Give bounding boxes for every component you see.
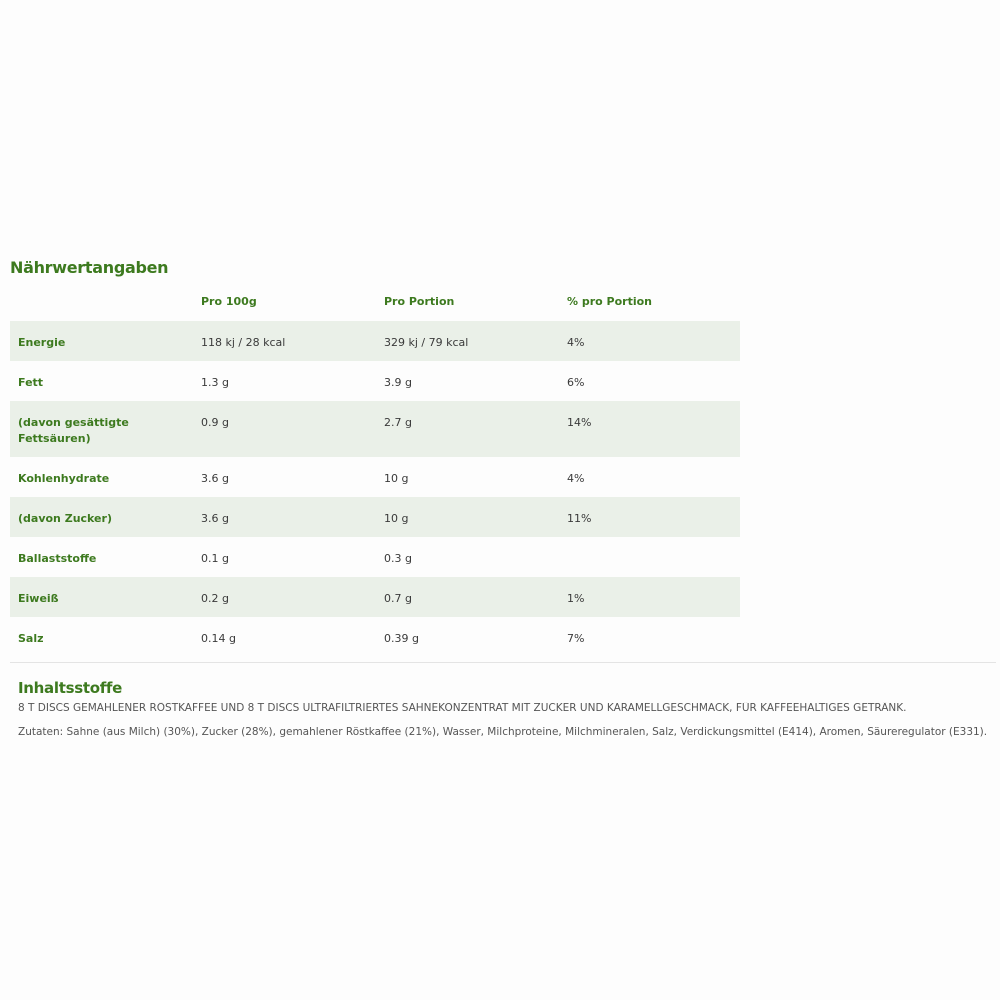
cell-pct-portion: 14% (559, 401, 740, 457)
cell-per-100g: 0.1 g (201, 552, 229, 565)
row-label: (davon gesättigte Fettsäuren) (10, 401, 193, 457)
cell-per-portion: 0.7 g (376, 577, 559, 617)
ingredients-description: 8 T DISCS GEMAHLENER RÖSTKAFFEE UND 8 T DISCS ULTRAFILTRIERTES SAHNEKONZENTRAT MIT ZUCKER UND KARAMELLGESCHMACK, FÜR KAFFEEHALTIGES GETRÄNK. (18, 702, 907, 714)
cell-per-100g: 0.2 g (193, 577, 376, 617)
table-row (10, 497, 740, 537)
cell-pct-portion: 4% (567, 472, 585, 485)
table-row (10, 457, 740, 497)
table-row (10, 361, 740, 401)
column-header-label (10, 281, 193, 321)
row-label: (davon Zucker) (10, 497, 193, 537)
cell-pct-portion (559, 537, 740, 577)
cell-per-portion: 329 kj / 79 kcal (376, 321, 559, 361)
table-header-row (10, 281, 740, 321)
row-label: Salz (18, 632, 44, 645)
table-row (10, 321, 740, 361)
cell-pct-portion: 7% (567, 632, 585, 645)
column-header-pct-portion: % pro Portion (567, 294, 652, 308)
row-label: Eiweiß (10, 577, 193, 617)
cell-per-portion: 2.7 g (376, 401, 559, 457)
cell-per-100g: 0.14 g (201, 632, 236, 645)
table-row (10, 537, 740, 577)
section-divider (10, 662, 996, 663)
cell-per-portion: 10 g (376, 497, 559, 537)
column-header-per-portion: Pro Portion (384, 294, 455, 308)
row-label: Fett (18, 376, 44, 389)
cell-per-100g: 1.3 g (201, 376, 229, 389)
cell-per-portion: 0.3 g (384, 552, 412, 565)
cell-per-portion: 0.39 g (384, 632, 419, 645)
column-header-per-100g: Pro 100g (201, 294, 257, 308)
table-row (10, 577, 740, 617)
table-row (10, 617, 740, 657)
nutrition-title: Nährwertangaben (10, 258, 169, 277)
cell-pct-portion: 11% (559, 497, 740, 537)
cell-pct-portion: 6% (567, 376, 585, 389)
ingredients-title: Inhaltsstoffe (18, 679, 123, 697)
cell-per-100g: 3.6 g (193, 497, 376, 537)
row-label: Kohlenhydrate (18, 472, 110, 485)
ingredients-list: Zutaten: Sahne (aus Milch) (30%), Zucker (28%), gemahlener Röstkaffee (21%), Wasser, Milchproteine, Milchmineralen, Salz, Verdickungsmittel (E414), Aromen, Säureregulator (E331). (18, 726, 988, 738)
cell-pct-portion: 1% (559, 577, 740, 617)
cell-per-portion: 10 g (384, 472, 409, 485)
cell-per-100g: 3.6 g (201, 472, 229, 485)
cell-per-100g: 0.9 g (193, 401, 376, 457)
row-label: Ballaststoffe (18, 552, 97, 565)
table-row (10, 401, 740, 457)
cell-per-100g: 118 kj / 28 kcal (193, 321, 376, 361)
nutrition-table (10, 281, 740, 657)
cell-per-portion: 3.9 g (384, 376, 412, 389)
cell-pct-portion: 4% (559, 321, 740, 361)
row-label: Energie (10, 321, 193, 361)
